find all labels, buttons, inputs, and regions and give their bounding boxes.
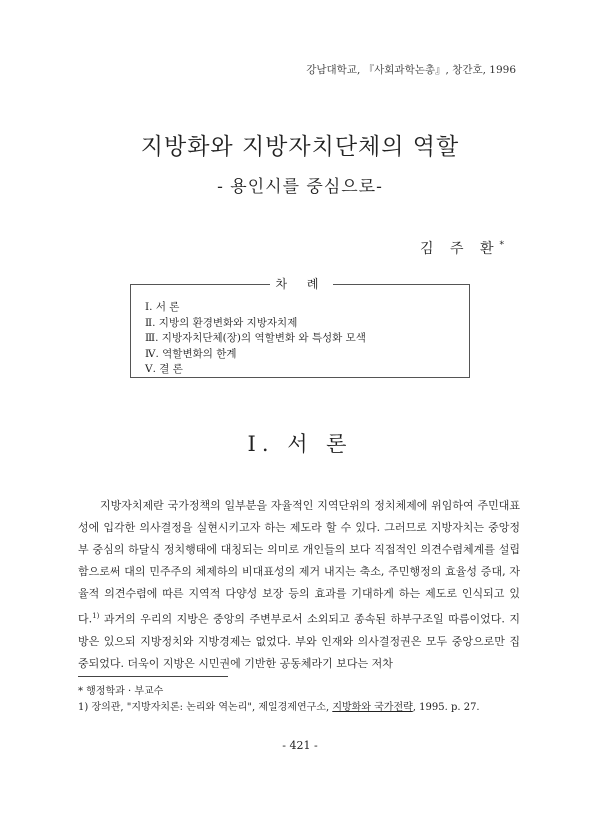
footnote-ref: 1) [92, 612, 100, 620]
toc-heading [131, 275, 471, 292]
footnote-1 [78, 700, 520, 716]
footnote-divider [78, 676, 228, 677]
toc-list [145, 300, 366, 378]
footnote-affiliation: * 행정학과 · 부교수 [78, 686, 164, 697]
footnote-1-book-title: 지방화와 국가전략 [332, 702, 413, 713]
toc-item: Ⅰ. 서 론 [145, 301, 180, 313]
body-paragraph [78, 495, 520, 675]
paper-title: 지방화와 지방자치단체의 역할 [140, 134, 460, 160]
section-heading: Ⅰ. 서 론 [247, 432, 353, 456]
author-name: 김 주 환 [420, 241, 500, 257]
footnotes [78, 684, 520, 716]
author-line [420, 238, 504, 258]
footnote-1-suffix: , 1995. p. 27. [412, 702, 480, 713]
toc-item: Ⅳ. 역할변화의 한계 [145, 347, 237, 360]
page-number: - 421 - [282, 739, 318, 752]
footnote-1-prefix: 1) 장의관, "지방자치론: 논리와 역논리", 제일경제연구소, [78, 702, 333, 713]
paper-subtitle: - 용인시를 중심으로- [217, 177, 383, 197]
toc-item: Ⅲ. 지방자치단체(장)의 역할변화 와 특성화 모색 [145, 332, 366, 344]
body-text-part2: 과거의 우리의 지방은 중앙의 주변부로서 소외되고 종속된 하부구조일 따름이었다. 지방은 있으되 지방정치와 지방경제는 없었다. 부와 인재와 의사결정권은 모두 중앙으로만 집중되었다. 더욱이 지방은 시민권에 기반한 공동체라기 보다는 저차 [78, 612, 520, 670]
toc-heading-label: 차 례 [270, 277, 333, 291]
journal-header: 강남대학교, 『사회과학논총』, 창간호, 1996 [306, 64, 516, 76]
body-text-part1: 지방자치제란 국가정책의 일부분을 자율적인 지역단위의 정치체제에 위임하여 주민대표성에 입각한 의사결정을 실현시키고자 하는 제도라 할 수 있다. 그러므로 지방자치는 중앙정부 중심의 하달식 정치행태에 대칭되는 의미로 개인들의 보다 직접적인 의견수렴체계를 설립함으로써 대의 민주주의 체제하의 비대표성의 제거 내지는 축소, 주민행정의 효율성 증대, 자율적 의견수렴에 따른 지역적 다양성 보장 등의 효과를 기대하게 하는 제도로 인식되고 있다. [78, 499, 520, 626]
toc-item: Ⅴ. 결 론 [145, 363, 183, 375]
toc-item: Ⅱ. 지방의 환경변화와 지방자치제 [145, 316, 298, 329]
table-of-contents [130, 277, 470, 378]
author-footnote-mark: * [499, 240, 504, 251]
